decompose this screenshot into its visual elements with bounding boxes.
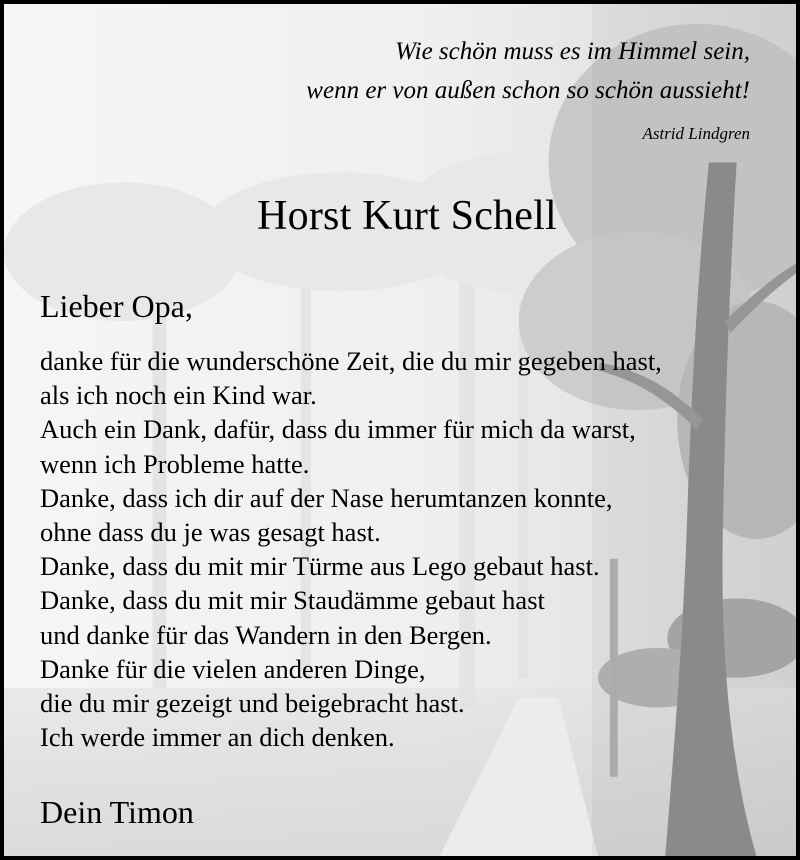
letter-line: Auch ein Dank, dafür, dass du immer für mich da warst, bbox=[40, 414, 636, 445]
letter-line: als ich noch ein Kind war. bbox=[40, 380, 317, 411]
letter-line: Danke, dass du mit mir Türme aus Lego gebaut hast. bbox=[40, 551, 600, 582]
letter-greeting: Lieber Opa, bbox=[40, 288, 193, 324]
letter-line: ohne dass du je was gesagt hast. bbox=[40, 517, 381, 548]
letter-line: Ich werde immer an dich denken. bbox=[40, 722, 395, 753]
letter-line: die du mir gezeigt und beigebracht hast. bbox=[40, 688, 465, 719]
letter-signature: Dein Timon bbox=[40, 794, 194, 830]
letter-line: und danke für das Wandern in den Bergen. bbox=[40, 619, 492, 650]
letter-line: Danke für die vielen anderen Dinge, bbox=[40, 653, 426, 684]
letter-line: Danke, dass ich dir auf der Nase herumtanzen konnte, bbox=[40, 482, 613, 513]
letter-line: Danke, dass du mit mir Staudämme gebaut hast bbox=[40, 585, 545, 616]
deceased-name: Horst Kurt Schell bbox=[257, 193, 557, 239]
letter-body bbox=[40, 344, 662, 754]
quote-line: wenn er von außen schon so schön aussieht! bbox=[306, 77, 750, 104]
letter-line: wenn ich Probleme hatte. bbox=[40, 448, 310, 479]
letter-line: danke für die wunderschöne Zeit, die du mir gegeben hast, bbox=[40, 346, 662, 376]
obituary-text bbox=[4, 4, 796, 856]
quote-author: Astrid Lindgren bbox=[642, 124, 750, 143]
quote-block bbox=[306, 32, 750, 110]
quote-line: Wie schön muss es im Himmel sein, bbox=[395, 38, 750, 65]
